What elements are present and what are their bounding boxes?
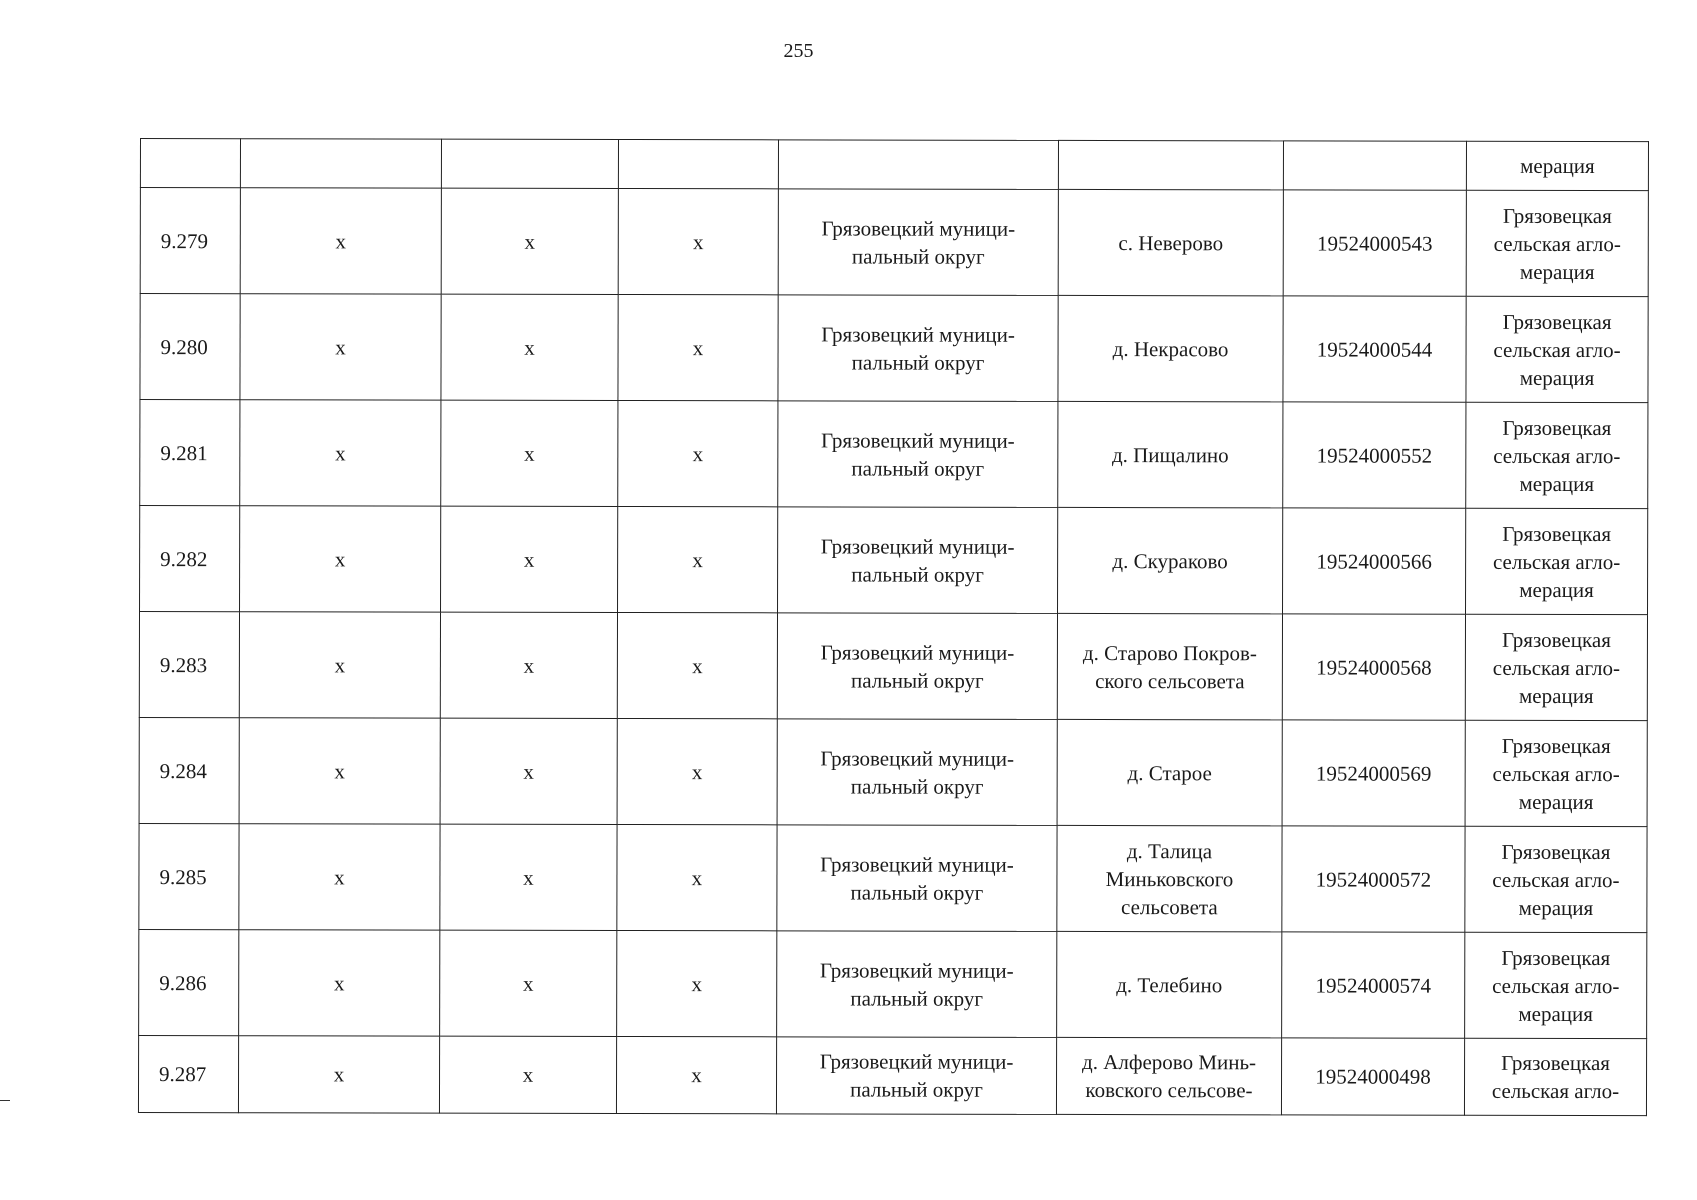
cell-settlement: [1058, 140, 1283, 189]
cell-number: [139, 717, 239, 823]
cell-agglomeration-text: Грязовецкая сельская агло- мерация: [1493, 309, 1621, 390]
cell-number-text: 9.285: [159, 864, 207, 889]
cell-col4: [618, 507, 778, 613]
cell-number: [139, 929, 239, 1035]
cell-col3: [440, 824, 617, 930]
cell-code-text: 19524000543: [1317, 230, 1433, 256]
cell-number-text: 9.281: [160, 440, 208, 465]
cell-code-text: 19524000552: [1316, 442, 1433, 468]
table-row: [139, 823, 1647, 932]
cell-col3: [441, 188, 618, 294]
cell-col3: [441, 139, 618, 188]
cell-col4-text: х: [692, 547, 703, 572]
cell-code-text: 19524000574: [1315, 972, 1432, 998]
cell-settlement-text: д. Старое: [1127, 760, 1212, 785]
table-body: [138, 139, 1648, 1116]
cell-code-text: 19524000572: [1315, 866, 1432, 892]
cell-col4-text: х: [693, 229, 704, 254]
cell-settlement-text: д. Алферово Минь- ковского сельсове-: [1082, 1049, 1257, 1103]
cell-number: [140, 139, 240, 188]
cell-col2: [240, 400, 441, 506]
cell-col4: [616, 1037, 776, 1114]
cell-number-text: 9.283: [159, 652, 208, 677]
cell-col2: [240, 139, 441, 188]
cell-agglomeration-text: Грязовецкая сельская агло-: [1491, 1050, 1620, 1104]
cell-agglomeration: мерация: [1466, 141, 1648, 190]
cell-okrug-text: Грязовецкий муници- пальный округ: [820, 745, 1015, 799]
cell-col3-text: х: [524, 441, 535, 466]
cell-number: [138, 1035, 238, 1112]
cell-number: [139, 823, 239, 929]
cell-col4-text: х: [692, 653, 703, 678]
cell-agglomeration: [1466, 508, 1648, 614]
cell-code-text: 19524000569: [1315, 760, 1432, 786]
cell-col2: [240, 188, 441, 294]
cell-agglomeration-text: Грязовецкая сельская агло- мерация: [1492, 733, 1620, 814]
cell-col4: [617, 719, 777, 825]
cell-okrug: [778, 140, 1058, 190]
cell-agglomeration: [1466, 402, 1648, 508]
cell-col4-text: х: [692, 441, 704, 466]
cell-col2: [239, 824, 440, 930]
cell-agglomeration-text: Грязовецкая сельская агло- мерация: [1492, 521, 1621, 602]
cell-col4-text: х: [691, 1063, 702, 1088]
cell-settlement: [1056, 1037, 1281, 1114]
table-row: [139, 717, 1647, 826]
cell-col3-text: х: [523, 759, 534, 784]
cell-code: [1283, 402, 1466, 508]
cell-col4: [618, 189, 778, 295]
cell-code-text: 19524000498: [1315, 1064, 1431, 1089]
cell-col4-text: х: [691, 971, 703, 996]
cell-col4-text: х: [691, 865, 703, 890]
cell-settlement: [1057, 719, 1282, 825]
cell-agglomeration: [1466, 190, 1648, 296]
table-row: [140, 188, 1648, 297]
cell-settlement-text: д. Некрасово: [1112, 336, 1229, 361]
cell-col4: [617, 613, 777, 719]
cell-number: [140, 400, 240, 506]
cell-number-text: 9.282: [160, 546, 208, 571]
cell-col2-text: х: [334, 758, 345, 783]
cell-settlement: [1057, 825, 1282, 931]
cell-col4: [618, 295, 778, 401]
cell-okrug-text: Грязовецкий муници- пальный округ: [819, 957, 1014, 1011]
cell-code: [1282, 720, 1465, 826]
cell-col2-text: х: [335, 440, 346, 465]
cell-okrug-text: Грязовецкий муници- пальный округ: [820, 639, 1015, 693]
cell-col2: [239, 718, 440, 824]
settlements-table: [138, 138, 1649, 1116]
table-row: [140, 400, 1648, 509]
cell-okrug: [778, 507, 1058, 614]
cell-col2-text: х: [334, 864, 345, 889]
cell-code-text: 19524000566: [1316, 548, 1432, 574]
cell-agglomeration: [1466, 296, 1648, 402]
cell-col2: [239, 930, 440, 1036]
cell-col2: [240, 506, 441, 612]
cell-agglomeration: [1465, 614, 1647, 720]
table-row: [140, 506, 1648, 615]
cell-settlement: [1058, 295, 1283, 401]
cell-col3: [440, 718, 617, 824]
cell-col3: [441, 400, 618, 506]
cell-code: [1283, 296, 1466, 402]
cell-number-text: 9.287: [159, 1062, 207, 1087]
cell-agglomeration-text: Грязовецкая сельская агло- мерация: [1492, 839, 1620, 920]
cell-col3: [441, 294, 618, 400]
cell-agglomeration: [1465, 826, 1647, 932]
cell-col4: [617, 825, 777, 931]
cell-col3-text: х: [523, 547, 535, 572]
cell-col2-text: х: [333, 1062, 345, 1087]
cell-number-text: 9.286: [159, 970, 207, 995]
cell-number: [140, 294, 240, 400]
cell-code: [1282, 614, 1465, 720]
cell-col3: [440, 612, 617, 718]
cell-okrug-text: Грязовецкий муници- пальный округ: [821, 321, 1015, 375]
cell-col3-text: х: [523, 653, 535, 678]
cell-code: [1281, 1038, 1464, 1115]
cell-okrug-text: Грязовецкий муници- пальный округ: [821, 427, 1015, 481]
cell-code: [1282, 932, 1465, 1038]
table-row: [139, 612, 1647, 721]
cell-col2-text: х: [333, 970, 345, 995]
cell-okrug: [777, 719, 1057, 826]
cell-code-text: 19524000568: [1316, 654, 1432, 680]
cell-col4: [617, 931, 777, 1037]
cell-number: [139, 612, 239, 718]
cell-okrug: [778, 189, 1058, 296]
cell-col3: [441, 506, 618, 612]
cell-col3-text: х: [524, 229, 536, 254]
cell-okrug-text: Грязовецкий муници- пальный округ: [821, 215, 1016, 269]
cell-agglomeration-text: Грязовецкая сельская агло- мерация: [1492, 627, 1621, 708]
cell-settlement-text: с. Неверово: [1118, 230, 1224, 255]
cell-settlement: [1058, 189, 1283, 295]
cell-code: [1282, 826, 1465, 932]
cell-col3: [439, 1036, 616, 1113]
cell-okrug: [778, 401, 1058, 508]
cell-okrug-text: Грязовецкий муници- пальный округ: [820, 851, 1014, 905]
cell-col4-text: х: [691, 759, 703, 784]
cell-code: [1283, 508, 1466, 614]
scan-edge-mark: [0, 1100, 10, 1101]
cell-okrug-text: Грязовецкий муници- пальный округ: [819, 1049, 1014, 1102]
cell-code: [1283, 190, 1466, 296]
cell-agglomeration: [1464, 1038, 1646, 1115]
table-row: [138, 1035, 1646, 1115]
cell-code-text: 19524000544: [1316, 336, 1433, 362]
cell-col4: [618, 140, 778, 189]
cell-col4-text: х: [692, 335, 704, 360]
cell-col2: [240, 294, 441, 400]
cell-agglomeration: [1465, 720, 1647, 826]
page-number: 255: [783, 40, 814, 62]
cell-col2: [238, 1036, 439, 1113]
cell-col2-text: х: [335, 228, 347, 253]
cell-code: [1283, 141, 1466, 190]
cell-okrug: [777, 931, 1057, 1038]
cell-number-text: 9.280: [160, 334, 208, 359]
cell-settlement: [1057, 613, 1282, 719]
cell-col2-text: х: [334, 652, 346, 677]
cell-col4: [618, 401, 778, 507]
cell-settlement-text: д. Талица Миньковского сельсовета: [1105, 838, 1234, 919]
cell-settlement: [1058, 507, 1283, 613]
cell-col3-text: х: [522, 1062, 534, 1087]
cell-settlement: [1058, 401, 1283, 507]
table-row: [139, 929, 1647, 1038]
cell-okrug: [777, 613, 1057, 720]
cell-number-text: 9.284: [159, 758, 207, 783]
cell-col3-text: х: [522, 971, 534, 996]
cell-col3-text: х: [524, 335, 535, 360]
cell-settlement-text: д. Пищалино: [1111, 442, 1229, 467]
cell-agglomeration-text: Грязовецкая сельская агло- мерация: [1492, 945, 1620, 1026]
table-row: [140, 294, 1648, 403]
cell-okrug: [777, 825, 1057, 932]
table-row-continuation: [140, 139, 1648, 191]
cell-settlement-text: д. Старово Покров- ского сельсовета: [1082, 640, 1257, 693]
cell-col2-text: х: [334, 546, 346, 571]
cell-agglomeration-text: Грязовецкая сельская агло- мерация: [1493, 203, 1621, 284]
cell-col3-text: х: [523, 865, 534, 890]
cell-agglomeration-text: Грязовецкая сельская агло- мерация: [1493, 415, 1621, 496]
cell-number: [140, 506, 240, 612]
cell-okrug-text: Грязовецкий муници- пальный округ: [820, 533, 1015, 587]
cell-number: [140, 188, 240, 294]
cell-okrug: [778, 295, 1058, 402]
cell-settlement-text: д. Телебино: [1116, 972, 1223, 997]
cell-col2: [239, 612, 440, 718]
cell-col3: [440, 930, 617, 1036]
cell-settlement-text: д. Скураково: [1112, 548, 1228, 573]
cell-settlement: [1057, 931, 1282, 1037]
cell-number-text: 9.279: [160, 228, 209, 253]
cell-col2-text: х: [335, 334, 346, 359]
cell-okrug: [776, 1037, 1056, 1115]
cell-agglomeration: [1465, 932, 1647, 1038]
